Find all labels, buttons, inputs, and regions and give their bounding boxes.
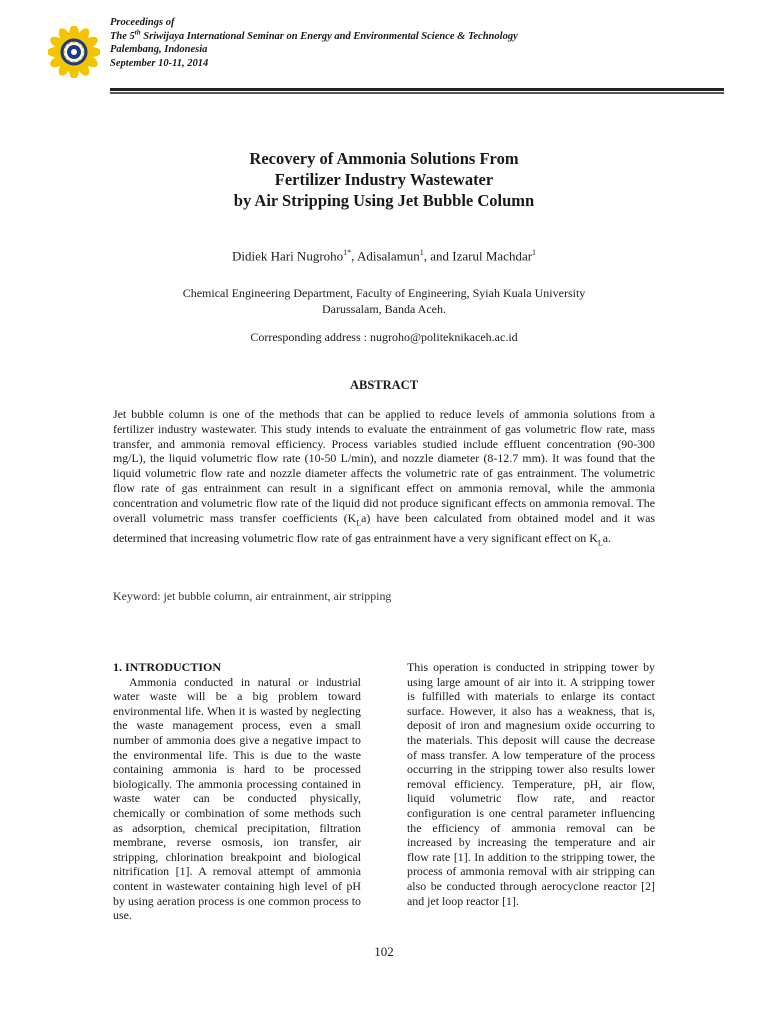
keywords: Keyword: jet bubble column, air entrainment, air stripping xyxy=(113,589,392,603)
intro-right-column xyxy=(407,660,655,908)
proceedings-header xyxy=(48,16,728,92)
paper-title: Recovery of Ammonia Solutions From Fertilizer Industry Wastewater by Air Stripping Using Jet Bubble Column xyxy=(233,149,535,210)
proceedings-info xyxy=(110,16,518,70)
corresponding-address: Corresponding address : nugroho@politeknikaceh.ac.id xyxy=(250,330,518,344)
header-divider xyxy=(110,88,724,94)
abstract-heading: ABSTRACT xyxy=(349,378,419,392)
affiliation: Chemical Engineering Department, Faculty of Engineering, Syiah Kuala University Darussalam, Banda Aceh. xyxy=(182,286,586,316)
intro-paragraph-right: This operation is conducted in stripping tower by using large amount of air into it. A stripping tower is fulfilled with materials to enlarge its contact surface. However, it also has a weakness, that is, deposit of iron and magnesium oxide occurring to the materials. This deposit will cause the decrease of mass transfer. A low temperature of the process occurring in the stripping tower also results lower removal efficiency. Temperature, pH, air flow, liquid volumetric flow rate, and reactor configuration is one central parameter influencing the efficiency of ammonia removal can be increased by increasing the temperature and air flow rate [1]. In addition to the stripping tower, the process of ammonia removal with air stripping can also be conducted through aerocyclone reactor [2] and jet loop reactor [1]. xyxy=(407,660,655,908)
seminar-location: Palembang, Indonesia xyxy=(110,44,208,55)
abstract-body: Jet bubble column is one of the methods that can be applied to reduce levels of ammonia solutions from a fertilizer industry wastewater. This study intends to evaluate the entrainment of gas volumetric flow rate, mass transfer, and ammonia removal efficiency. Process variables studied include effluent concentration (90-300 mg/L), the liquid volumetric flow rate (10-50 L/min), and nozzle diameter (8-12.7 mm). It was found that the liquid volumetric flow rate and nozzle diameter affects the volumetric rate of gas entrainment. The volumetric flow rate of gas entrainment can result in a significant effect on ammonia removal, while the ammonia concentration and volumetric flow rate of the liquid did not produce significant effects on ammonia removal. The overall volumetric mass transfer coefficients $(K_La)$ have been calculated from obtained model and it was determined that increasing volumetric flow rate of gas entrainment have a very significant effect on $K_La$. xyxy=(113,407,655,548)
intro-heading: 1. INTRODUCTION xyxy=(113,660,222,674)
author-list: Didiek Hari Nugroho$^{1*}$, Adisalamun$^1$, and Izarul Machdar$^1$ xyxy=(231,248,537,264)
seminar-date: September 10-11, 2014 xyxy=(110,57,209,69)
intro-paragraph-left: Ammonia conducted in natural or industrial water waste will be a big problem toward environmental life. When it is wasted by neglecting the waste management process, even a small number of ammonia does give a negative impact to the environmental life. This is due to the waste containing ammonia is hard to be processed biologically. The ammonia processing contained in waste water can be conducted physically, chemically or combination of some methods such as adsorption, chemical precipitation, filtration membrane, reverse osmosis, ion transfer, air stripping, chlorination breakpoint and biological nitrification [1]. A removal attempt of ammonia content in wastewater containing high level of pH by using aeration process is one common process to use. xyxy=(113,674,361,923)
proceedings-label: Proceedings of xyxy=(110,17,175,28)
seminar-name: The 5th Sriwijaya International Seminar on Energy and Environmental Science & Technology xyxy=(110,28,518,42)
page-number: 102 xyxy=(374,944,394,959)
intro-left-column xyxy=(113,660,361,923)
university-logo-icon xyxy=(48,26,100,78)
